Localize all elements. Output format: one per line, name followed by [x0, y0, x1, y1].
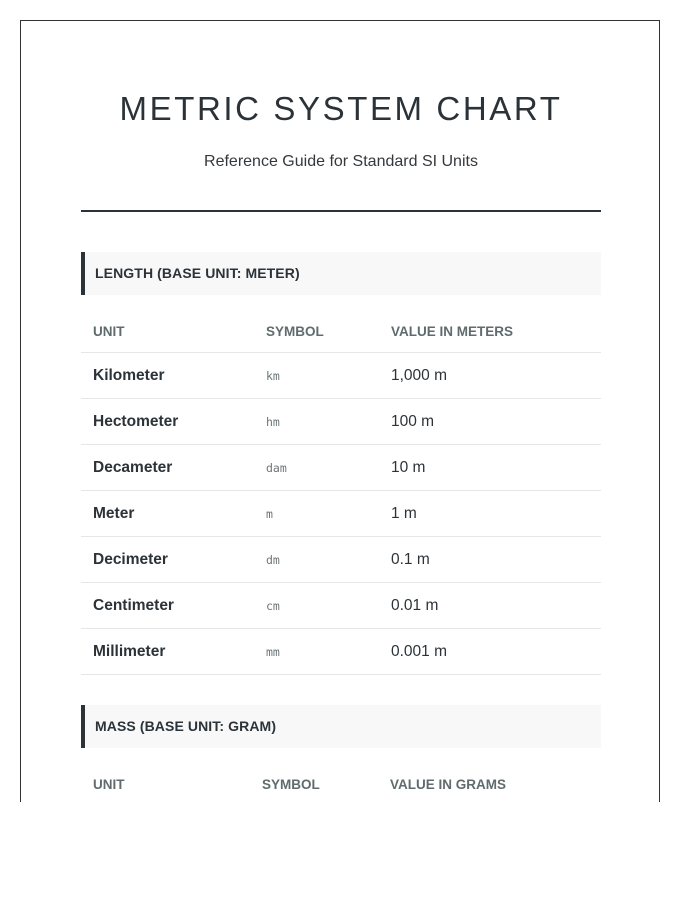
- unit-name: Millimeter: [81, 629, 254, 675]
- section-header-mass: MASS (BASE UNIT: GRAM): [81, 705, 601, 748]
- column-header-unit: UNIT: [81, 763, 250, 802]
- unit-symbol: dam: [254, 445, 379, 491]
- column-header-symbol: SYMBOL: [250, 763, 378, 802]
- column-header-symbol: SYMBOL: [254, 310, 379, 353]
- table-row: [81, 445, 601, 491]
- table-row: [81, 491, 601, 537]
- unit-symbol: mm: [254, 629, 379, 675]
- table-row: [81, 583, 601, 629]
- header-divider: [81, 210, 601, 212]
- page-title: METRIC SYSTEM CHART: [119, 90, 563, 127]
- table-header-row: [81, 763, 601, 802]
- document-page: [20, 20, 660, 802]
- unit-name: Decimeter: [81, 537, 254, 583]
- column-header-value: VALUE IN METERS: [379, 310, 601, 353]
- unit-value: 10 m: [379, 445, 601, 491]
- unit-name: Kilometer: [81, 353, 254, 399]
- unit-value: 0.1 m: [379, 537, 601, 583]
- table-header-row: [81, 310, 601, 353]
- length-section: [81, 252, 601, 675]
- column-header-value: VALUE IN GRAMS: [378, 763, 601, 802]
- unit-value: 100 m: [379, 399, 601, 445]
- unit-symbol: dm: [254, 537, 379, 583]
- unit-name: Centimeter: [81, 583, 254, 629]
- unit-value: 0.001 m: [379, 629, 601, 675]
- unit-symbol: km: [254, 353, 379, 399]
- mass-table: [81, 763, 601, 802]
- length-table: [81, 310, 601, 675]
- mass-section: [81, 705, 601, 802]
- column-header-unit: UNIT: [81, 310, 254, 353]
- table-row: [81, 629, 601, 675]
- unit-name: Meter: [81, 491, 254, 537]
- table-row: [81, 399, 601, 445]
- unit-name: Decameter: [81, 445, 254, 491]
- unit-symbol: m: [254, 491, 379, 537]
- table-row: [81, 537, 601, 583]
- unit-symbol: hm: [254, 399, 379, 445]
- page-subtitle: Reference Guide for Standard SI Units: [204, 153, 478, 170]
- table-row: [81, 353, 601, 399]
- section-header-length: LENGTH (BASE UNIT: METER): [81, 252, 601, 295]
- unit-value: 1,000 m: [379, 353, 601, 399]
- unit-value: 0.01 m: [379, 583, 601, 629]
- unit-symbol: cm: [254, 583, 379, 629]
- unit-value: 1 m: [379, 491, 601, 537]
- unit-name: Hectometer: [81, 399, 254, 445]
